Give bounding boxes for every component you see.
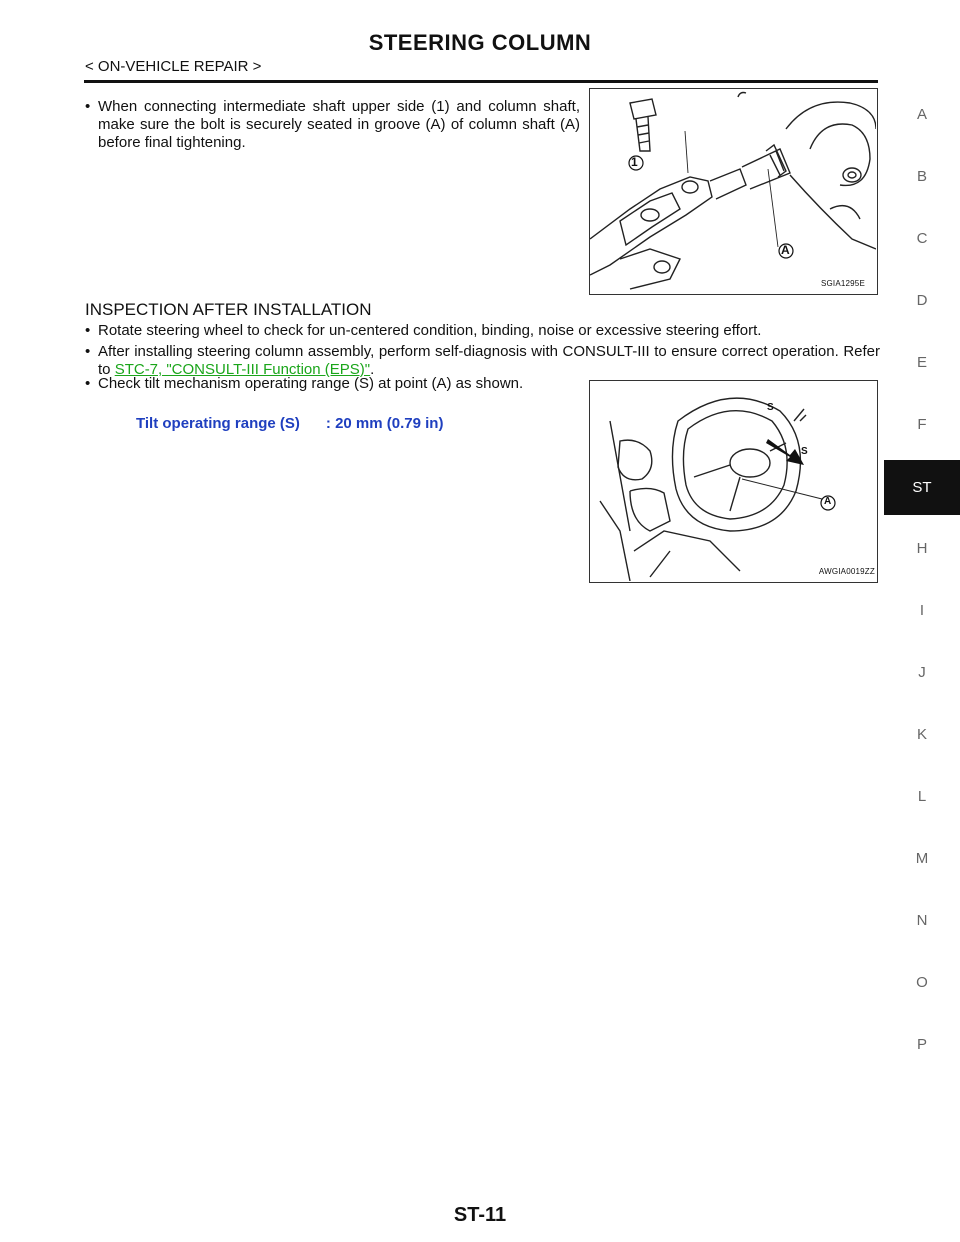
index-tab-k[interactable]: K — [916, 726, 927, 743]
index-tab-m[interactable]: M — [915, 850, 929, 867]
section-index — [884, 0, 960, 1242]
steering-wheel-illustration — [590, 381, 876, 581]
figure2-callout-a: A — [824, 496, 832, 507]
inspection-item-rotate: • Rotate steering wheel to check for un-centered condition, binding, noise or excessive steering effort. — [85, 322, 880, 340]
index-tab-c[interactable]: C — [916, 230, 928, 247]
index-tab-p[interactable]: P — [916, 1036, 927, 1053]
index-tab-n[interactable]: N — [916, 912, 928, 929]
consult-function-link[interactable]: STC-7, "CONSULT-III Function (EPS)" — [114, 361, 371, 378]
inspection-heading: INSPECTION AFTER INSTALLATION — [85, 300, 372, 319]
figure-tilt-range — [589, 380, 878, 583]
index-tab-e[interactable]: E — [916, 354, 927, 371]
section-breadcrumb: < ON-VEHICLE REPAIR > — [85, 58, 262, 75]
page-title: STEERING COLUMN — [368, 30, 592, 55]
inspection-item-self-diagnosis-text: After installing steering column assembly, perform self-diagnosis with CONSULT-III to ensure correct operation. Refer to — [98, 343, 880, 378]
figure1-callout-1: 1 — [631, 155, 638, 169]
index-tab-h[interactable]: H — [916, 540, 928, 557]
page-number: ST-11 — [453, 1204, 507, 1226]
index-tab-d[interactable]: D — [916, 292, 928, 309]
shaft-illustration — [590, 89, 876, 293]
index-tab-f[interactable]: F — [917, 416, 927, 433]
index-tab-l[interactable]: L — [917, 788, 927, 805]
figure1-callout-a: A — [781, 243, 790, 257]
connection-note: • When connecting intermediate shaft upper side (1) and column shaft, make sure the bolt is securely seated in groove (A) of column shaft (A) before final tightening. — [85, 98, 580, 152]
figure2-id: AWGIA0019ZZ — [818, 567, 875, 576]
figure1-id: SGIA1295E — [820, 279, 865, 288]
index-tab-st[interactable]: ST — [884, 460, 960, 515]
figure2-label-s-top: S — [767, 402, 774, 413]
index-tab-j[interactable]: J — [918, 664, 926, 681]
index-tab-i[interactable]: I — [919, 602, 925, 619]
connection-note-list — [85, 98, 580, 155]
index-tab-a[interactable]: A — [916, 106, 927, 123]
inspection-item-period: . — [370, 361, 375, 378]
tilt-spec-label: Tilt operating range (S) — [136, 415, 300, 432]
figure2-label-s-bottom: S — [801, 446, 808, 457]
index-tab-o[interactable]: O — [916, 974, 928, 991]
header-divider — [84, 80, 878, 83]
inspection-item-self-diagnosis — [85, 343, 880, 379]
tilt-spec-value: : 20 mm (0.79 in) — [325, 415, 444, 432]
inspection-list — [85, 322, 880, 382]
tilt-spec — [136, 415, 443, 432]
figure-intermediate-shaft — [589, 88, 878, 295]
tilt-check-list — [85, 375, 580, 396]
inspection-item-tilt: • Check tilt mechanism operating range (S) at point (A) as shown. — [85, 375, 580, 393]
index-tab-b[interactable]: B — [916, 168, 927, 185]
